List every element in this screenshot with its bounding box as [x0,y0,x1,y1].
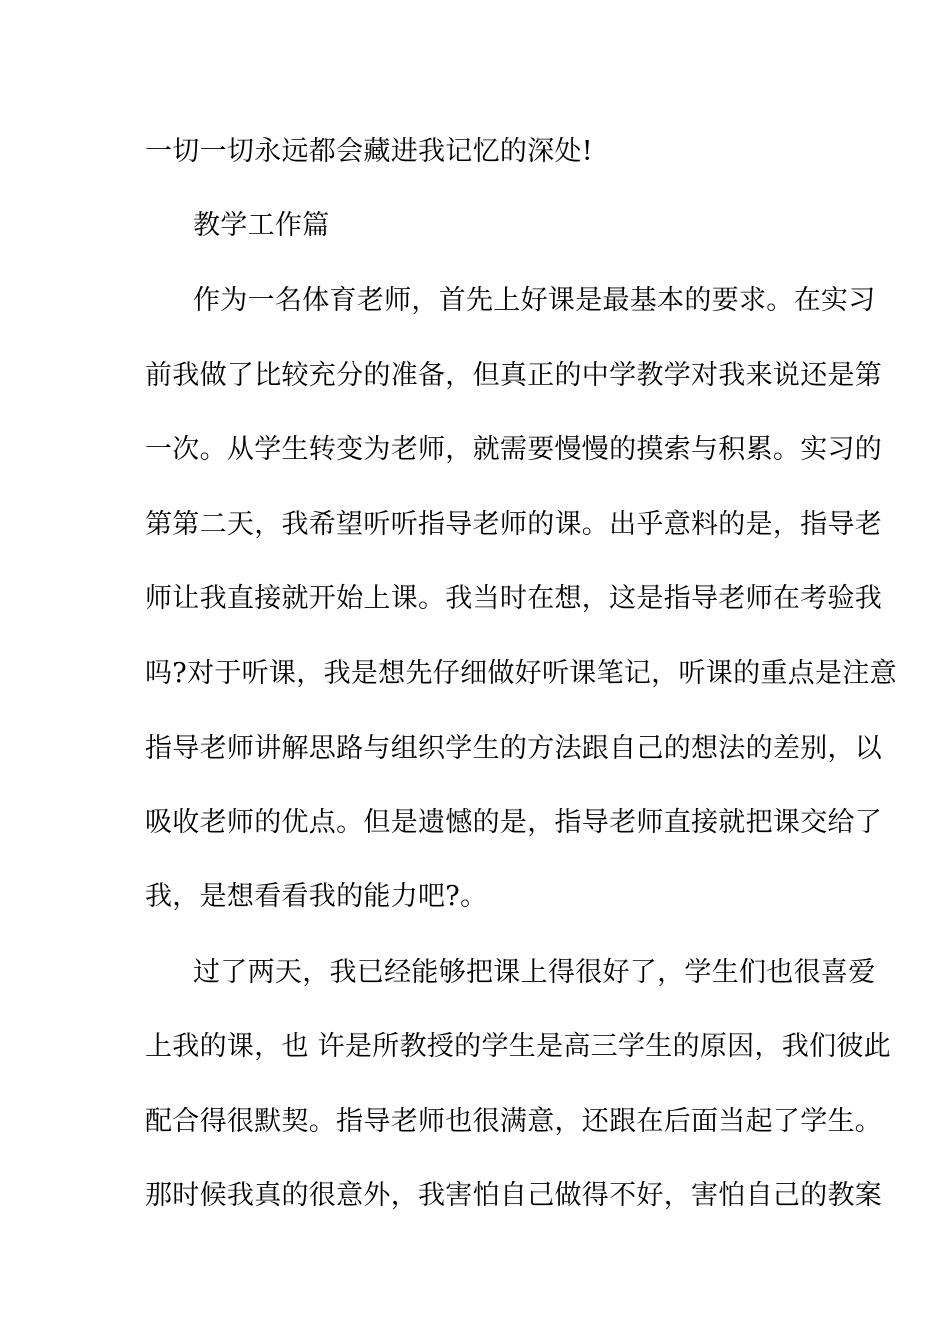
text-line: 一次。从学生转变为老师，就需要慢慢的摸索与积累。实习的 [145,434,883,465]
text-line: 一切一切永远都会藏进我记忆的深处! [145,136,593,167]
text-line: 前我做了比较充分的准备，但真正的中学教学对我来说还是第 [145,360,883,391]
text-line: 配合得很默契。指导老师也很满意，还跟在后面当起了学生。 [145,1106,883,1137]
text-line: 我，是想看看我的能力吧?。 [145,881,488,912]
text-line: 吸收老师的优点。但是遗憾的是，指导老师直接就把课交给了 [145,807,883,838]
text-line: 过了两天，我已经能够把课上得很好了，学生们也很喜爱 [193,957,876,988]
text-line: 作为一名体育老师，首先上好课是最基本的要求。在实习 [193,285,876,316]
text-line: 指导老师讲解思路与组织学生的方法跟自己的想法的差别，以 [145,733,883,764]
text-line: 吗?对于听课，我是想先仔细做好听课笔记，听课的重点是注意 [145,658,897,689]
text-line: 那时候我真的很意外，我害怕自己做得不好，害怕自己的教案 [145,1180,883,1211]
text-line: 上我的课，也 许是所教授的学生是高三学生的原因，我们彼此 [145,1031,891,1062]
section-heading: 教学工作篇 [193,210,330,241]
text-line: 师让我直接就开始上课。我当时在想，这是指导老师在考验我 [145,583,883,614]
text-line: 第第二天，我希望听听指导老师的课。出乎意料的是，指导老 [145,509,883,540]
